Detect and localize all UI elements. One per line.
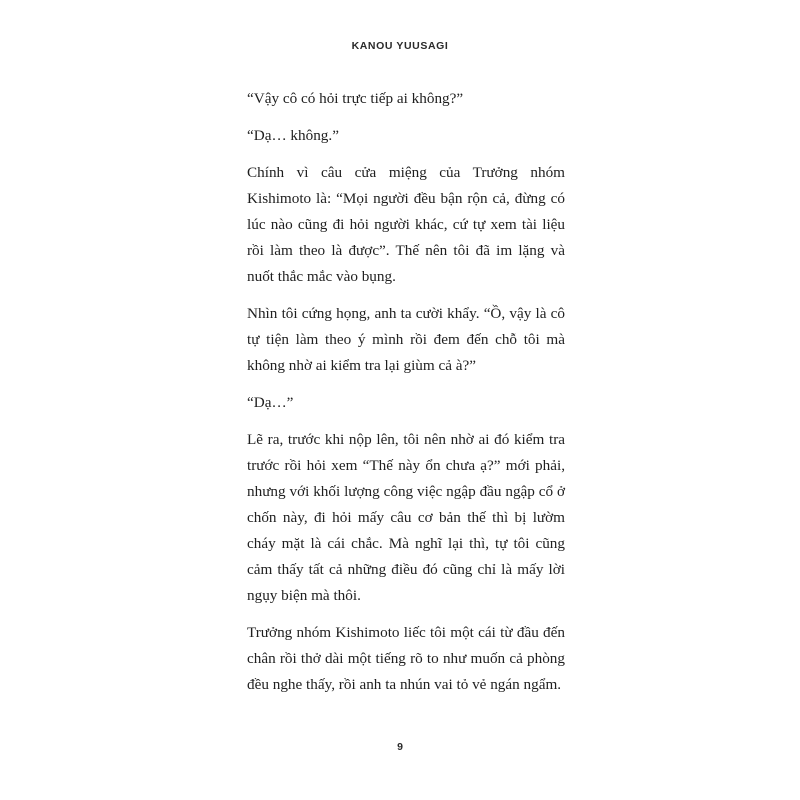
paragraph-1: “Vậy cô có hỏi trực tiếp ai không?” — [247, 90, 464, 107]
paragraph-6: Lẽ ra, trước khi nộp lên, tôi nên nhờ ai đó kiểm tra trước rồi hỏi xem “Thế này ổn chưa ạ?” mới phải, nhưng với khối lượng công việc ngập đầu ngập cổ ở chốn này, đi hỏi mấy câu cơ bản thế thì bị lườm cháy mặt là cái chắc. Mà nghĩ lại thì, tự tôi cũng cảm thấy tất cả những điều đó cũng chỉ là mấy lời ngụy biện mà thôi. — [247, 431, 565, 604]
page-number: 9 — [397, 741, 403, 753]
paragraph-4: Nhìn tôi cứng họng, anh ta cười khẩy. “Ồ, vậy là cô tự tiện làm theo ý mình rồi đem đến chỗ tôi mà không nhờ ai kiểm tra lại giùm cả à?” — [247, 305, 565, 374]
paragraph-5: “Dạ…” — [247, 394, 294, 411]
body-text — [247, 86, 565, 709]
paragraph-7: Trưởng nhóm Kishimoto liếc tôi một cái từ đầu đến chân rồi thở dài một tiếng rõ to như muốn cả phòng đều nghe thấy, rồi anh ta nhún vai tỏ vẻ ngán ngẩm. — [247, 624, 565, 693]
running-header: KANOU YUUSAGI — [351, 40, 449, 52]
paragraph-3: Chính vì câu cửa miệng của Trưởng nhóm Kishimoto là: “Mọi người đều bận rộn cả, đừng có lúc nào cũng đi hỏi người khác, cứ tự xem tài liệu rồi làm theo là được”. Thế nên tôi đã im lặng và nuốt thắc mắc vào bụng. — [247, 164, 565, 285]
paragraph-2: “Dạ… không.” — [247, 127, 339, 144]
